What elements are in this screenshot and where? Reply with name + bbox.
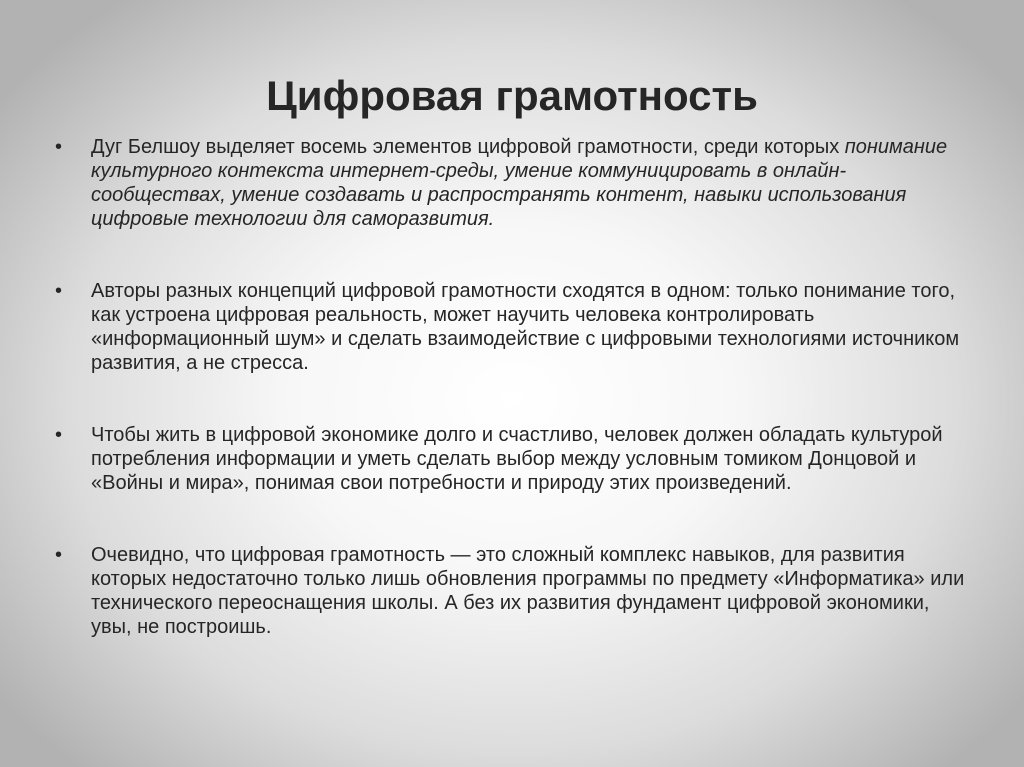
bullet-text: Авторы разных концепций цифровой грамотности сходятся в одном: только понимание того, как устроена цифровая реальность, может научить человека контролировать «информационный шум» и сделать взаимодействие с цифровыми технологиями источником развития, а не стресса. [91, 280, 960, 374]
bullet-text-italic: понимание культурного контекста интернет-среды, умение коммуницировать в онлайн-сообществах, умение создавать и распространять контент, навыки использования цифровые технологии для саморазвития. [91, 136, 948, 230]
bullet-item-2 [55, 279, 975, 375]
bullet-item-4 [55, 543, 975, 639]
bullet-icon: • [55, 136, 63, 158]
bullet-item-1 [55, 135, 975, 231]
bullet-icon: • [55, 544, 63, 566]
bullet-list [55, 135, 975, 639]
bullet-text: Очевидно, что цифровая грамотность — это сложный комплекс навыков, для развития которых недостаточно только лишь обновления программы по предмету «Информатика» или технического переоснащения школы. А без их развития фундамент цифровой экономики, увы, не построишь. [91, 544, 965, 638]
slide-title: Цифровая грамотность [266, 72, 758, 119]
bullet-text: Чтобы жить в цифровой экономике долго и счастливо, человек должен обладать культурой потребления информации и уметь сделать выбор между условным томиком Донцовой и «Войны и мира», понимая свои потребности и природу этих произведений. [91, 424, 943, 494]
bullet-icon: • [55, 280, 63, 302]
bullet-icon: • [55, 424, 63, 446]
bullet-item-3 [55, 423, 975, 495]
bullet-text-plain: Дуг Белшоу выделяет восемь элементов цифровой грамотности, среди которых [91, 136, 845, 158]
